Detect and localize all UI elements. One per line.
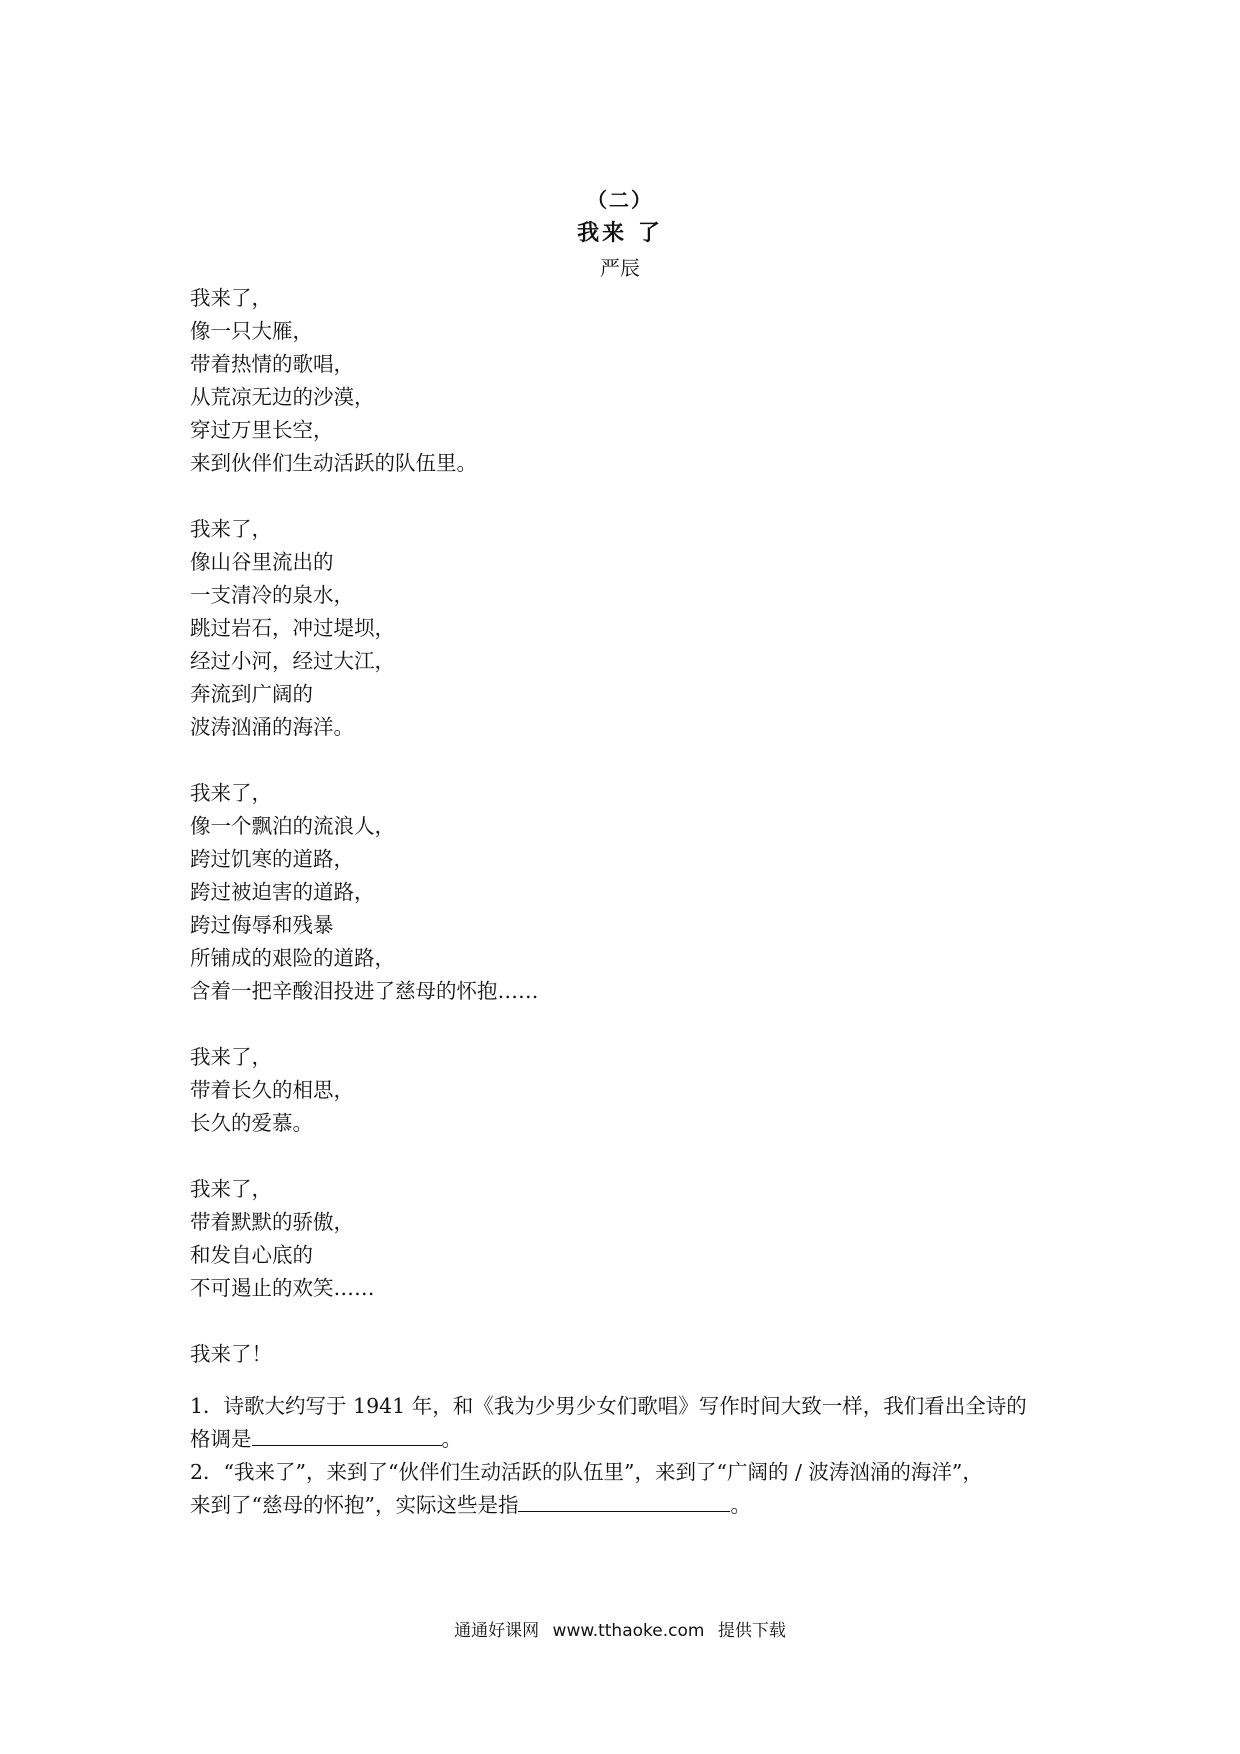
- poem-line: 奔流到广阔的: [190, 682, 313, 706]
- poem-line: 我来了，: [190, 517, 272, 541]
- stanza-1: [190, 282, 1090, 480]
- question-text: 2．“我来了”，来到了“伙伴们生动活跃的队伍里”，来到了“广阔的 / 波涛汹涌的海洋”，: [190, 1460, 983, 1484]
- stanza-gap: [190, 1008, 1090, 1041]
- poem-line: 长久的爱慕。: [190, 1111, 313, 1135]
- question-text-after-blank: 。: [730, 1493, 751, 1517]
- questions-section: [190, 1390, 1070, 1522]
- poem-line: 我来了，: [190, 1177, 272, 1201]
- section-number: （二）: [587, 188, 653, 212]
- question-text: [190, 1489, 1070, 1522]
- poem-author: 严辰: [600, 256, 640, 280]
- question-text-before-blank: 格调是: [190, 1427, 252, 1451]
- poem-line: 穿过万里长空，: [190, 418, 334, 442]
- poem-line: 含着一把辛酸泪投进了慈母的怀抱……: [190, 979, 539, 1003]
- poem-line: 和发自心底的: [190, 1243, 313, 1267]
- question-text-before-blank: 来到了“慈母的怀抱”，实际这些是指: [190, 1493, 519, 1517]
- poem-line: 我来了，: [190, 1045, 272, 1069]
- poem-line: 跳过岩石，冲过堤坝，: [190, 616, 395, 640]
- poem-line: 从荒凉无边的沙漠，: [190, 385, 375, 409]
- poem-line: 像山谷里流出的: [190, 550, 334, 574]
- stanza-3: [190, 777, 1090, 1008]
- poem-line: 我来了！: [190, 1342, 272, 1366]
- footer-suffix: 提供下载: [717, 1621, 786, 1641]
- answer-blank[interactable]: [518, 1489, 730, 1512]
- poem-line: 跨过侮辱和残暴: [190, 913, 334, 937]
- poem-line: 带着热情的歌唱，: [190, 352, 354, 376]
- question-2: [190, 1456, 1070, 1522]
- question-text: 1．诗歌大约写于 1941 年，和《我为少男少女们歌唱》写作时间大致一样，我们看出全诗的: [190, 1394, 1027, 1418]
- answer-blank[interactable]: [252, 1423, 442, 1446]
- poem-title: 我来 了: [577, 221, 663, 246]
- poem-body: [190, 282, 1090, 1371]
- poem-line: 不可遏止的欢笑……: [190, 1276, 375, 1300]
- stanza-gap: [190, 480, 1090, 513]
- poem-line: 我来了，: [190, 781, 272, 805]
- stanza-5: [190, 1173, 1090, 1305]
- stanza-gap: [190, 744, 1090, 777]
- question-1: [190, 1390, 1070, 1456]
- poem-line: 经过小河，经过大江，: [190, 649, 395, 673]
- question-text: [190, 1423, 1070, 1456]
- question-text-after-blank: 。: [441, 1427, 462, 1451]
- poem-line: 所铺成的艰险的道路，: [190, 946, 395, 970]
- page-footer: [0, 1616, 1240, 1641]
- stanza-6: [190, 1338, 1090, 1371]
- footer-url[interactable]: www.tthaoke.com: [552, 1621, 705, 1641]
- poem-line: 像一只大雁，: [190, 319, 313, 343]
- stanza-4: [190, 1041, 1090, 1140]
- poem-line: 像一个飘泊的流浪人，: [190, 814, 395, 838]
- poem-line: 来到伙伴们生动活跃的队伍里。: [190, 451, 477, 475]
- footer-site-name: 通通好课网: [454, 1621, 540, 1641]
- poem-line: 带着默默的骄傲，: [190, 1210, 354, 1234]
- stanza-gap: [190, 1305, 1090, 1338]
- poem-line: 跨过被迫害的道路，: [190, 880, 375, 904]
- stanza-gap: [190, 1140, 1090, 1173]
- stanza-2: [190, 513, 1090, 744]
- poem-line: 我来了，: [190, 286, 272, 310]
- poem-line: 波涛汹涌的海洋。: [190, 715, 354, 739]
- poem-line: 带着长久的相思，: [190, 1078, 354, 1102]
- poem-line: 一支清冷的泉水，: [190, 583, 354, 607]
- poem-line: 跨过饥寒的道路，: [190, 847, 354, 871]
